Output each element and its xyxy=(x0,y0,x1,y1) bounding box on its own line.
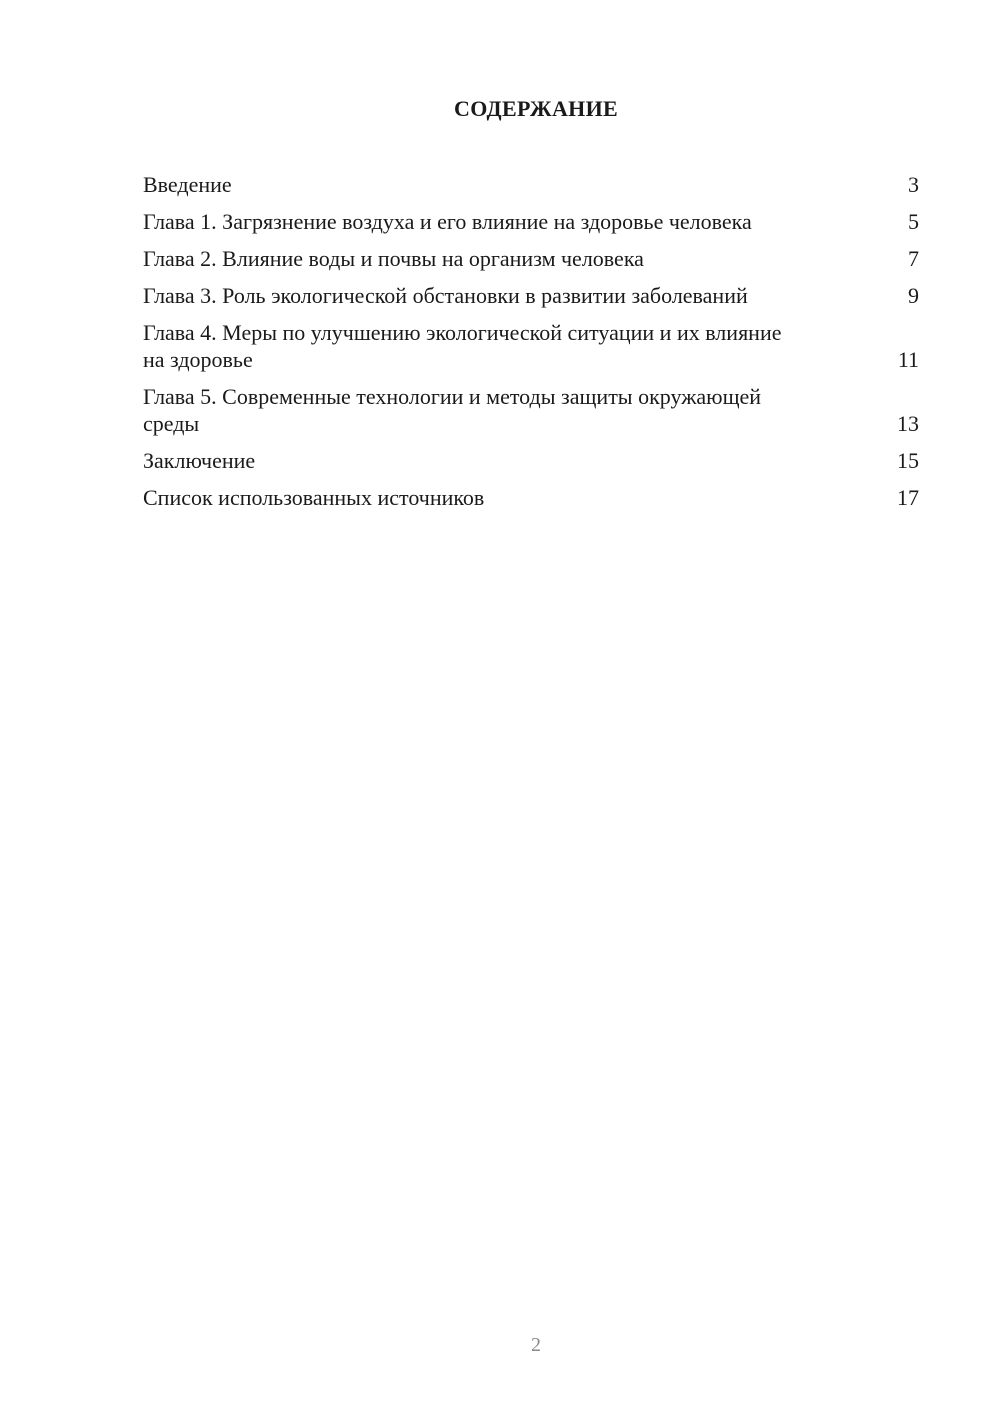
toc-entry-title: Глава 2. Влияние воды и почвы на организм человека xyxy=(143,246,644,271)
toc-entry-page: 9 xyxy=(908,283,919,308)
page-number: 2 xyxy=(531,1334,541,1356)
table-of-contents xyxy=(143,171,919,521)
toc-entry-chapter-4 xyxy=(143,319,919,373)
toc-entry-chapter-5 xyxy=(143,383,919,437)
toc-entry-page: 15 xyxy=(897,448,919,473)
toc-entry-title: Глава 4. Меры по улучшению экологической ситуации и их влияние на здоровье xyxy=(143,320,782,372)
toc-entry-title: Введение xyxy=(143,172,232,197)
toc-entry-conclusion xyxy=(143,447,919,474)
toc-entry-page: 17 xyxy=(897,485,919,510)
toc-entry-chapter-1 xyxy=(143,208,919,235)
toc-entry-title: Глава 1. Загрязнение воздуха и его влияние на здоровье человека xyxy=(143,209,752,234)
toc-entry-page: 5 xyxy=(908,209,919,234)
page-title: СОДЕРЖАНИЕ xyxy=(454,96,618,121)
toc-entry-references xyxy=(143,484,919,511)
toc-entry-page: 11 xyxy=(897,347,919,372)
toc-entry-page: 7 xyxy=(908,246,919,271)
toc-entry-title: Заключение xyxy=(143,448,256,473)
toc-entry-title: Список использованных источников xyxy=(143,485,485,510)
toc-entry-title: Глава 5. Современные технологии и методы защиты окружающей среды xyxy=(143,384,762,436)
toc-entry-chapter-3 xyxy=(143,282,919,309)
toc-entry-introduction xyxy=(143,171,919,198)
toc-entry-page: 3 xyxy=(908,172,919,197)
toc-entry-chapter-2 xyxy=(143,245,919,272)
toc-entry-page: 13 xyxy=(897,411,919,436)
toc-entry-title: Глава 3. Роль экологической обстановки в развитии заболеваний xyxy=(143,283,748,308)
